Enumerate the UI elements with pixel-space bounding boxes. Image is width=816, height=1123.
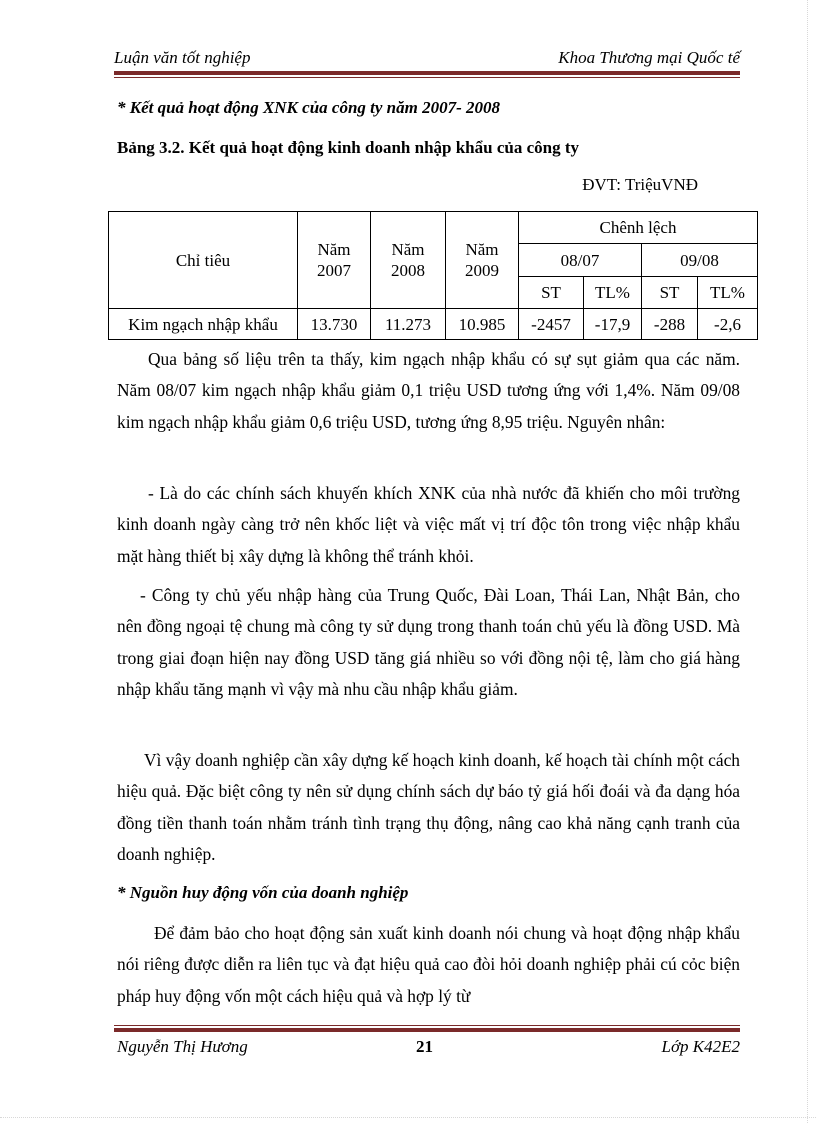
page-number: 21	[416, 1037, 433, 1056]
page-edge-horizontal	[0, 1117, 816, 1118]
header-rule-thin	[114, 77, 740, 78]
cell-tl-0807: -17,9	[584, 309, 642, 340]
header-difference: Chênh lệch	[519, 212, 758, 244]
page-edge-vertical	[807, 0, 808, 1123]
header-st-0807: ST	[519, 277, 584, 309]
paragraph-reason-currency: - Công ty chủ yếu nhập hàng của Trung Quốc, Đài Loan, Thái Lan, Nhật Bản, cho nên đồng ngoại tệ chung mà công ty sử dụng trong thanh toán chủ yếu là đồng USD. Mà trong giai đoạn hiện nay đồng USD tăng giá nhiều so với đồng nội tệ, làm cho giá hàng nhập khẩu tăng mạnh vì vậy mà nhu cầu nhập khẩu giảm.	[117, 585, 740, 699]
header-year-2008-line1: Năm	[391, 240, 425, 259]
cell-st-0908: -288	[642, 309, 698, 340]
unit-label: ĐVT: TriệuVNĐ	[582, 175, 698, 194]
cell-2007: 13.730	[298, 309, 371, 340]
header-tl-0908: TL%	[698, 277, 758, 309]
cell-tl-0908: -2,6	[698, 309, 758, 340]
footer-author: Nguyễn Thị Hương	[117, 1037, 248, 1056]
header-year-2009-line2: 2009	[465, 261, 499, 280]
header-year-2007-line2: 2007	[317, 261, 351, 280]
table-caption: Bảng 3.2. Kết quả hoạt động kinh doanh nhập khẩu của công ty	[117, 138, 579, 157]
paragraph-solution: Vì vậy doanh nghiệp cần xây dựng kế hoạch kinh doanh, kế hoạch tài chính một cách hiệu quả. Đặc biệt công ty nên sử dụng chính sách dự báo tỷ giá hối đoái và đa dạng hóa đồng tiền thanh toán nhằm tránh tình trạng thụ động, nâng cao khả năng cạnh tranh của doanh nghiệp.	[117, 750, 740, 864]
header-right: Khoa Thương mại Quốc tế	[558, 48, 740, 67]
paragraph-analysis: Qua bảng số liệu trên ta thấy, kim ngạch nhập khẩu có sự sụt giảm qua các năm. Năm 08/07 kim ngạch nhập khẩu giảm 0,1 triệu USD tương ứng với 1,4%. Năm 09/08 kim ngạch nhập khẩu giảm 0,6 triệu USD, tương ứng 8,95 triệu. Nguyên nhân:	[117, 349, 740, 432]
cell-2008: 11.273	[371, 309, 446, 340]
row-label: Kim ngạch nhập khẩu	[109, 309, 298, 340]
header-left: Luận văn tốt nghiệp	[114, 48, 251, 67]
table-row	[109, 309, 758, 340]
paragraph-reason-policy: - Là do các chính sách khuyến khích XNK của nhà nước đã khiến cho môi trường kinh doanh ngày càng trở nên khốc liệt và việc mất vị trí độc tôn trong việc nhập khẩu mặt hàng thiết bị xây dựng là không thể tránh khỏi.	[117, 483, 740, 566]
header-rule-thick	[114, 71, 740, 75]
header-tl-0807: TL%	[584, 277, 642, 309]
import-results-table	[108, 211, 758, 340]
header-year-2007	[298, 212, 371, 309]
cell-2009: 10.985	[446, 309, 519, 340]
header-year-2008	[371, 212, 446, 309]
header-criteria: Chỉ tiêu	[109, 212, 298, 309]
footer-rule-thick	[114, 1028, 740, 1032]
footer-class: Lớp K42E2	[661, 1037, 740, 1056]
header-st-0908: ST	[642, 277, 698, 309]
header-period-0908: 09/08	[642, 244, 758, 277]
header-period-0807: 08/07	[519, 244, 642, 277]
section-title-import-results: * Kết quả hoạt động XNK của công ty năm 2007- 2008	[117, 98, 501, 117]
header-year-2009	[446, 212, 519, 309]
paragraph-capital: Để đảm bảo cho hoạt động sản xuất kinh doanh nói chung và hoạt động nhập khẩu nói riêng được diễn ra liên tục và đạt hiệu quả cao đòi hỏi doanh nghiệp phải cú cỏc biện pháp huy động vốn một cách hiệu quả và hợp lý từ	[117, 923, 740, 1006]
footer-rule-thin	[114, 1025, 740, 1026]
header-year-2009-line1: Năm	[465, 240, 499, 259]
header-year-2008-line2: 2008	[391, 261, 425, 280]
section-title-capital-sources: * Nguồn huy động vốn của doanh nghiệp	[117, 883, 409, 902]
cell-st-0807: -2457	[519, 309, 584, 340]
header-year-2007-line1: Năm	[317, 240, 351, 259]
